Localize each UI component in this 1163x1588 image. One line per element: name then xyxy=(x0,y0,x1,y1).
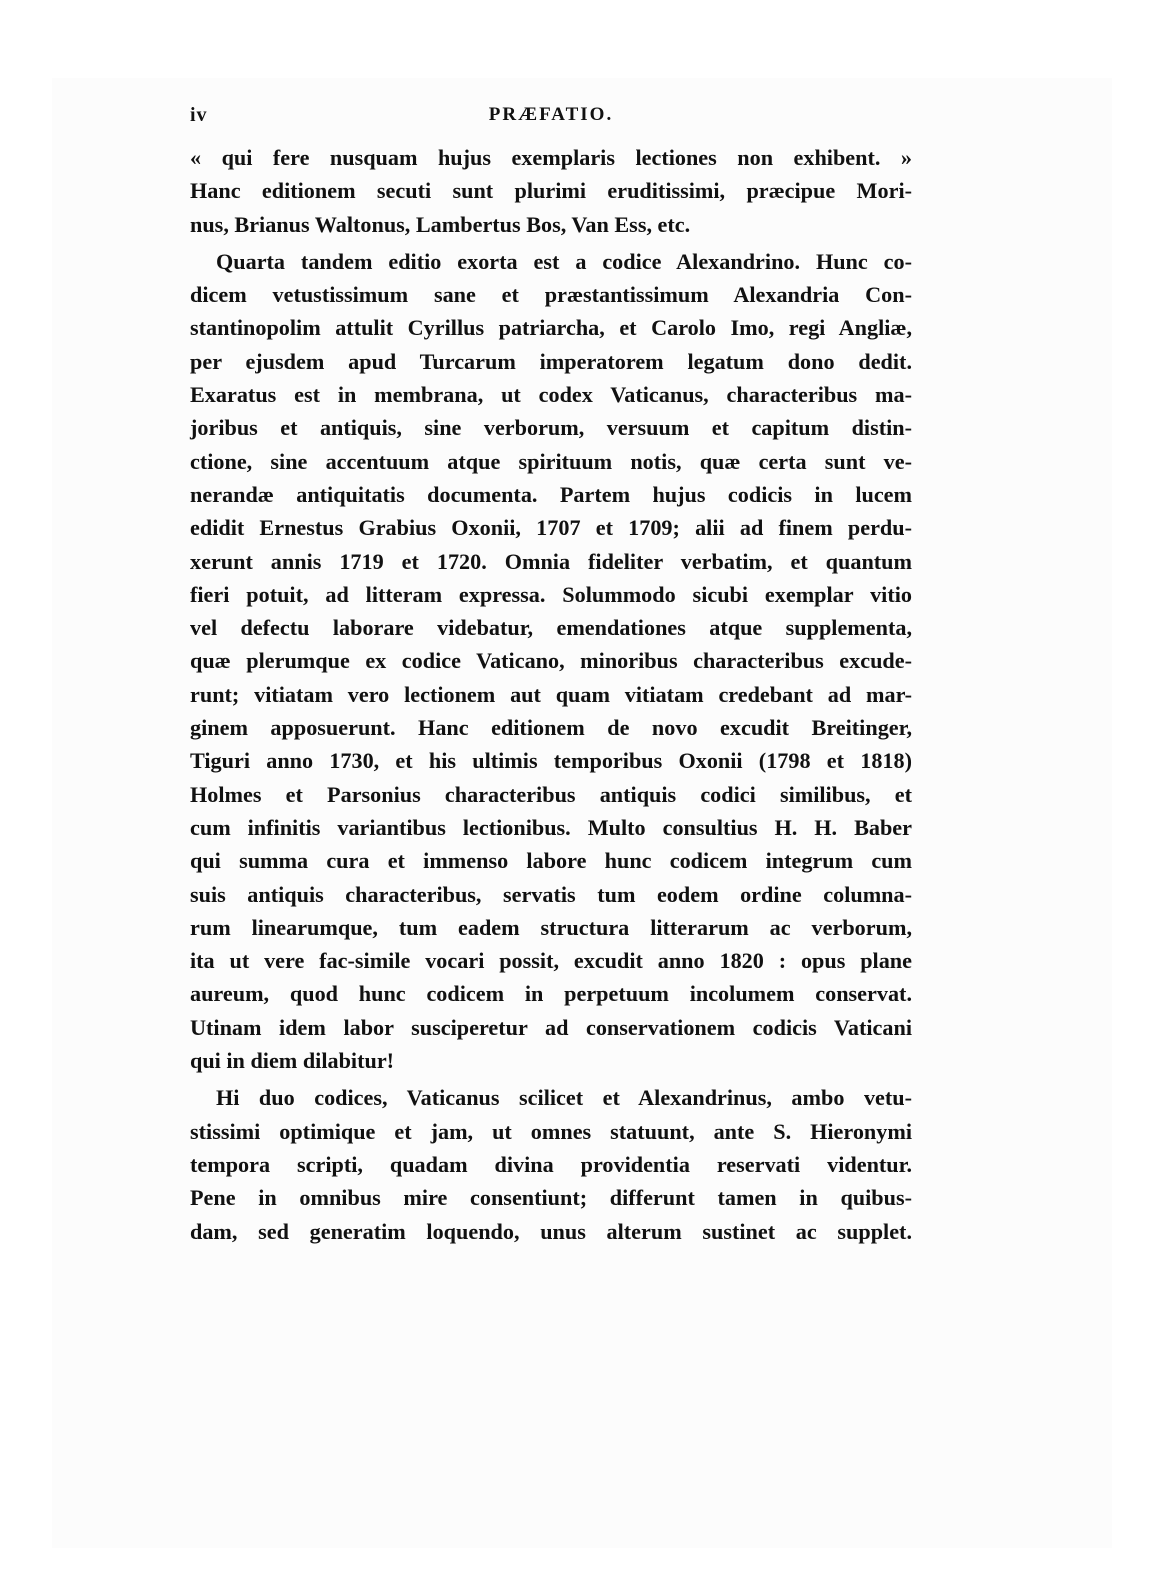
text-line: « qui fere nusquam hujus exemplaris lectiones non exhibent. » xyxy=(190,145,912,170)
paragraph xyxy=(190,141,912,241)
text-line: Quarta tandem editio exorta est a codice Alexandrino. Hunc co- xyxy=(216,248,912,274)
text-line: Holmes et Parsonius characteribus antiquis codici similibus, et xyxy=(190,781,912,807)
text-line: fieri potuit, ad litteram expressa. Solummodo sicubi exemplar vitio xyxy=(190,581,912,607)
text-line: rum linearumque, tum eadem structura litterarum ac verborum, xyxy=(190,914,912,940)
text-line: dicem vetustissimum sane et præstantissimum Alexandria Con- xyxy=(190,282,912,308)
paragraph xyxy=(190,245,912,1077)
text-line: ita ut vere fac-simile vocari possit, excudit anno 1820 : opus plane xyxy=(190,948,912,974)
page-header xyxy=(190,104,912,130)
text-line: dam, sed generatim loquendo, unus alterum sustinet ac supplet. xyxy=(190,1218,912,1244)
text-line: aureum, quod hunc codicem in perpetuum incolumem conservat. xyxy=(190,981,912,1007)
text-line: ctione, sine accentuum atque spirituum notis, quæ certa sunt ve- xyxy=(190,448,912,474)
page-number: iv xyxy=(190,104,208,126)
text-line: suis antiquis characteribus, servatis tum eodem ordine columna- xyxy=(190,881,912,907)
text-line: nus, Brianus Waltonus, Lambertus Bos, Van Ess, etc. xyxy=(190,211,691,237)
text-line: tempora scripti, quadam divina providentia reservati videntur. xyxy=(190,1151,912,1177)
text-line: Hi duo codices, Vaticanus scilicet et Alexandrinus, ambo vetu- xyxy=(216,1085,912,1111)
text-line: joribus et antiquis, sine verborum, versuum et capitum distin- xyxy=(190,415,912,441)
text-line: Hanc editionem secuti sunt plurimi eruditissimi, præcipue Mori- xyxy=(190,178,912,204)
text-line: stissimi optimique et jam, ut omnes statuunt, ante S. Hieronymi xyxy=(190,1118,912,1144)
running-title: PRÆFATIO. xyxy=(488,104,614,125)
paragraph xyxy=(190,1081,912,1247)
text-line: runt; vitiatam vero lectionem aut quam vitiatam credebant ad mar- xyxy=(190,681,912,707)
text-line: Utinam idem labor susciperetur ad conservationem codicis Vaticani xyxy=(190,1014,912,1040)
text-line: nerandæ antiquitatis documenta. Partem hujus codicis in lucem xyxy=(190,481,912,507)
text-line: Exaratus est in membrana, ut codex Vaticanus, characteribus ma- xyxy=(190,382,912,408)
text-line: qui summa cura et immenso labore hunc codicem integrum cum xyxy=(190,848,912,874)
text-line: quæ plerumque ex codice Vaticano, minoribus characteribus excude- xyxy=(190,648,912,674)
text-line: stantinopolim attulit Cyrillus patriarcha, et Carolo Imo, regi Angliæ, xyxy=(190,315,912,341)
text-line: vel defectu laborare videbatur, emendationes atque supplementa, xyxy=(190,615,912,641)
body-text xyxy=(190,141,912,1248)
text-line: edidit Ernestus Grabius Oxonii, 1707 et 1709; alii ad finem perdu- xyxy=(190,515,912,541)
text-line: ginem apposuerunt. Hanc editionem de novo excudit Breitinger, xyxy=(190,715,912,741)
text-line: per ejusdem apud Turcarum imperatorem legatum dono dedit. xyxy=(190,348,912,374)
text-line: qui in diem dilabitur! xyxy=(190,1048,395,1074)
text-line: Pene in omnibus mire consentiunt; differunt tamen in quibus- xyxy=(190,1185,912,1211)
text-line: xerunt annis 1719 et 1720. Omnia fideliter verbatim, et quantum xyxy=(190,548,912,574)
text-line: cum infinitis variantibus lectionibus. Multo consultius H. H. Baber xyxy=(190,814,912,840)
text-line: Tiguri anno 1730, et his ultimis temporibus Oxonii (1798 et 1818) xyxy=(190,748,912,774)
